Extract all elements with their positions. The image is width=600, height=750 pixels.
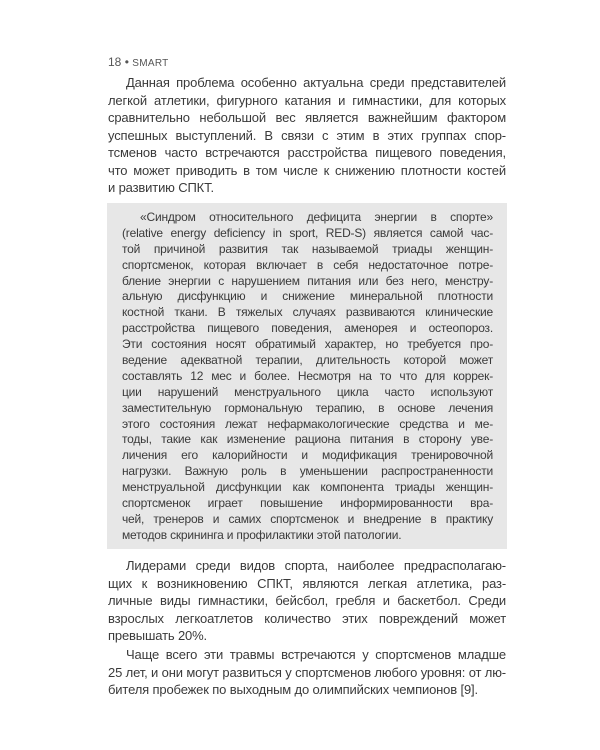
text-line: взрослых легкоатлетов количество этих повреждений может <box>108 610 506 626</box>
text-line: нагрузки. Важную роль в уменьшении распространенности <box>122 464 493 479</box>
text-line: Чаще всего эти травмы встречаются у спортсменов младше <box>126 647 506 662</box>
running-header <box>108 55 169 71</box>
text-line: 25 лет, и они могут развиться у спортсменов любого уровня: от лю- <box>108 664 506 680</box>
text-line: заместительную гормональную терапию, в основе лечения <box>122 400 493 415</box>
text-line: чей, тренеров и самих спортсменок и внедрение в практику <box>122 511 493 526</box>
text-line: «Синдром относительного дефицита энергии в спорте» <box>140 210 493 224</box>
text-line: легкой атлетики, фигурного катания и гимнастики, для которых <box>108 92 506 108</box>
text-line: этого состояния лежат нефармакологические средства и ме- <box>122 416 493 431</box>
text-line: расстройства пищевого поведения, аменорея и остеопороз. <box>122 321 493 336</box>
text-line: тсменов часто встречаются расстройства пищевого поведения, <box>108 145 506 160</box>
section-name: SMART <box>132 58 169 69</box>
header-separator: • <box>124 55 129 69</box>
text-line: щих к возникновению СПКТ, являются легкая атлетика, раз- <box>108 575 506 591</box>
text-line: сравнительно небольшой вес является важнейшим фактором <box>108 110 506 125</box>
text-line: личения его калорийности и модификация тренировочной <box>122 448 493 463</box>
text-line: успешных выступлений. В связи с этим в этих группах спор- <box>108 127 506 143</box>
text-line: ции нарушений менструального цикла часто используют <box>122 384 493 399</box>
text-line: Лидерами среди видов спорта, наиболее предрасполагаю- <box>126 558 506 573</box>
text-line: спортсменок играет повышение информированности вра- <box>122 496 493 511</box>
text-line: тоды, такие как изменение рациона питания в сторону уве- <box>122 432 493 447</box>
paragraph-intro <box>108 74 506 197</box>
text-line: и развитию СПКТ. <box>108 180 214 195</box>
text-line: составлять 12 мес и более. Несмотря на то что для коррек- <box>122 368 493 383</box>
text-line: методов скрининга и профилактики этой патологии. <box>122 527 402 542</box>
text-line: менструальной дисфункции как компонента триады женщин- <box>122 480 493 495</box>
text-line: бителя пробежек по выходным до олимпийских чемпионов [9]. <box>108 682 478 697</box>
page-number: 18 <box>108 55 122 69</box>
text-line: личные виды гимнастики, бейсбол, гребля и баскетбол. Среди <box>108 593 506 608</box>
highlight-box-text <box>122 210 493 544</box>
text-line: Эти состояния носят обратимый характер, но требуется про- <box>122 337 493 352</box>
text-line: превышать 20%. <box>108 628 207 643</box>
text-line: бление энергии с нарушением питания или без него, менстру- <box>122 273 493 288</box>
text-line: Данная проблема особенно актуальна среди представителей <box>126 75 506 90</box>
text-line: ведение адекватной терапии, длительность которой может <box>122 353 493 368</box>
text-line: (relative energy deficiency in sport, RED-S) является самой час- <box>122 225 493 240</box>
text-line: альную дисфункцию и снижение минеральной плотности <box>122 289 493 304</box>
paragraph-age <box>108 646 506 699</box>
text-line: спортсменок, которая включает в себя недостаточное потре- <box>122 257 493 272</box>
text-line: той причиной развития так называемой триады женщин- <box>122 241 493 256</box>
text-line: что может приводить в том числе к снижению плотности костей <box>108 162 506 178</box>
paragraph-sports <box>108 557 506 645</box>
text-line: костной ткани. В тяжелых случаях развиваются клинические <box>122 305 493 320</box>
